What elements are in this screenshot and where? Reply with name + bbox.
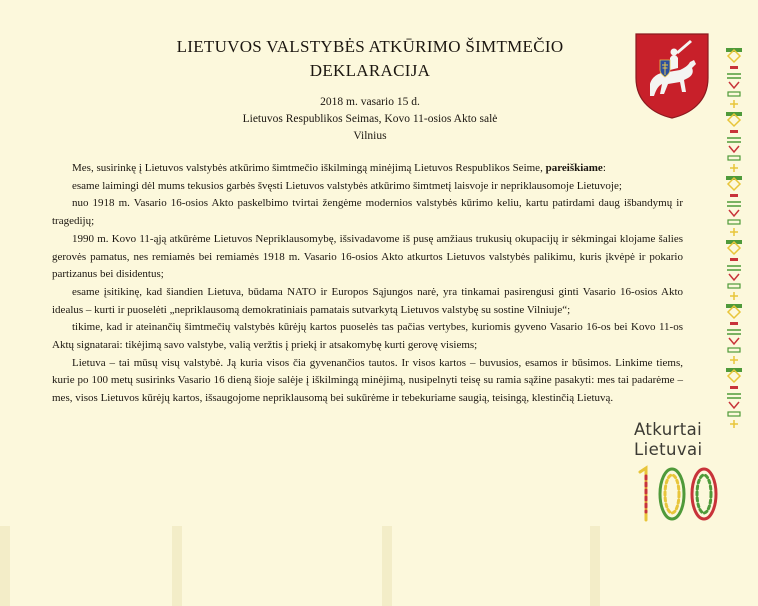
document-place: Lietuvos Respublikos Seimas, Kovo 11-osios Akto salė [242, 113, 498, 125]
paragraph-5: esame įsitikinę, kad šiandien Lietuva, būdama NATO ir Europos Sąjungos narė, yra tinkamai pasirengusi ginti Vasario 16-osios Akto idealus – kurti ir puoselėti „nepriklausomą demokratiniais pamatais sutvarkytą Lietuvos valstybę su sostine Vilniuje“; [52, 285, 683, 316]
paragraph-6: tikime, kad ir ateinančių šimtmečių valstybės kūrėjų kartos puoselės tas pačias vertybes, kuriomis gyveno Vasario 16-os bei Kovo 11-os Aktų signatarai: tikėjimą savo valstybe, valią veržtis į priekį ir atsakomybę kurti gerovę visiems; [52, 321, 683, 352]
document-date: 2018 m. vasario 15 d. [320, 96, 420, 108]
paragraph-7: Lietuva – tai mūsų visų valstybė. Ją kuria visos čia gyvenančios tautos. Ir visos kartos – buvusios, esamos ir būsimos. Linkime tiems, kurie po 100 metų susirinks Vasario 16 dieną šioje salėje į iškilmingą minėjimą, nusipelnyti teisę su ramia sąžine pasakyti: mes tai padarėme – mes, visos Lietuvos kūrėjų kartos, išsaugojome nepriklausomą bei sukūrėme ir tebekuriame saugią, teisingą, klestinčią Lietuvą. [52, 356, 683, 405]
faint-decor [382, 526, 392, 606]
declaration-body [52, 160, 683, 408]
number-100-graphic [632, 462, 722, 524]
paragraph-3: nuo 1918 m. Vasario 16-osios Akto paskelbimo tvirtai žengėme modernios valstybės kūrimo keliu, kartu patirdami daug išbandymų ir tragedijų; [52, 197, 683, 228]
faint-decor [0, 526, 10, 606]
paragraph-1 [52, 160, 683, 178]
faint-decor [172, 526, 182, 606]
faint-decor [590, 526, 600, 606]
title-line-1: LIETUVOS VALSTYBĖS ATKŪRIMO ŠIMTMEČIO [176, 37, 564, 56]
folk-ornament-icon [724, 48, 744, 428]
paragraph-1-bold: pareiškiame [545, 162, 603, 174]
paragraph-1-end: : [602, 162, 606, 174]
brand-line-1: Atkurtai [634, 420, 703, 439]
title-line-2: DEKLARACIJA [309, 61, 431, 80]
document-city: Vilnius [353, 130, 387, 142]
paragraph-2: esame laimingi dėl mums tekusios garbės švęsti Lietuvos valstybės atkūrimo šimtmetį laisvoje ir nepriklausomoje Lietuvoje; [72, 179, 622, 192]
brand-line-2: Lietuvai [634, 440, 703, 459]
brand-text [634, 420, 714, 460]
document-meta [180, 94, 560, 145]
paragraph-4: 1990 m. Kovo 11-ąją atkūrėme Lietuvos Nepriklausomybę, išsivadavome iš pusę amžiaus trukusių okupacijų ir sėkmingai klojame šalies gerovės pamatus, nes remiamės bei remiamės 1918 m. Vasario 16-osios Akto atkurtos Lietuvos valstybės palikimu, kuris įkvėpė ir pokario partizanus bei disidentus; [52, 232, 683, 281]
vytis-coat-of-arms-icon [634, 32, 710, 120]
document-title [150, 35, 590, 83]
paragraph-1-text: Mes, susirinkę į Lietuvos valstybės atkūrimo šimtmečio iškilmingą minėjimą Lietuvos Respublikos Seime, [72, 162, 546, 174]
